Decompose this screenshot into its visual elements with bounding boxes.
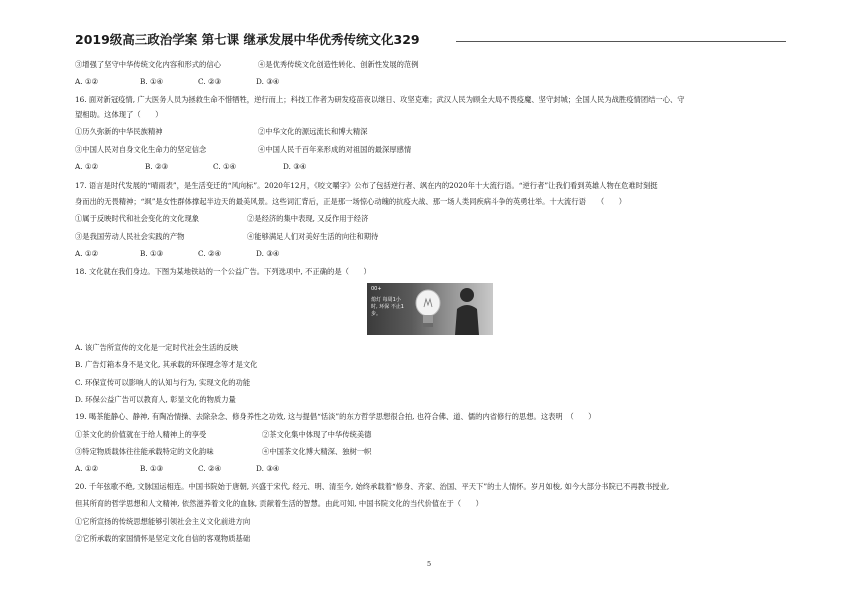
person-silhouette-icon — [451, 285, 483, 335]
q19-statement-4: ④中国茶文化博大精深、独树一帜 — [262, 447, 372, 456]
q20-statement-1: ①它所宣扬的传统思想能够引领社会主义文化前进方向 — [75, 517, 251, 526]
q19-option-b: B. ①③ — [140, 464, 164, 473]
header-rule — [456, 41, 786, 42]
q20-stem-line-2: 但其所育的哲学思想和人文精神, 依然滋养着文化的血脉, 贡献着生活的智慧。由此可知, 中国书院文化的当代价值在于（ ） — [75, 499, 483, 508]
q17-option-d: D. ③④ — [256, 249, 280, 258]
q15-option-c: C. ②③ — [198, 77, 222, 86]
ad-slogan: 熄灯 每周1小时, 环保 不止1步。 — [371, 297, 404, 317]
q17-statement-4: ④能够满足人们对美好生活的向往和期待 — [247, 232, 379, 241]
q15-statement-3: ③增强了坚守中华传统文化内容和形式的信心 — [75, 60, 221, 69]
q16-option-b: B. ②③ — [145, 162, 169, 171]
q19-option-d: D. ③④ — [256, 464, 280, 473]
q18-stem: 18. 文化就在我们身边。下图为某地铁站的一个公益广告。下列选项中, 不正确的是（ ） — [75, 267, 371, 276]
q16-option-c: C. ①④ — [213, 162, 237, 171]
light-bulb-icon — [411, 287, 445, 331]
q15-option-b: B. ①④ — [140, 77, 164, 86]
q17-stem-line-1: 17. 语言是时代发展的“晴雨表”，是生活变迁的“风向标”。2020年12月，《咬文嚼字》公布了包括逆行者、飒在内的2020年十大流行语。“逆行者”让我们看到英雄人物在危难时刻挺 — [75, 181, 658, 190]
q18-option-c: C. 环保宣传可以影响人的认知与行为, 实现文化的功能 — [75, 378, 251, 387]
q19-statement-2: ②茶文化集中体现了中华传统美德 — [262, 430, 372, 439]
q17-statement-2: ②是经济的集中表现, 又反作用于经济 — [247, 214, 369, 223]
page-number: 5 — [427, 560, 432, 568]
q17-option-c: C. ②④ — [198, 249, 222, 258]
q15-statement-4: ④是优秀传统文化创造性转化、创新性发展的范例 — [258, 60, 419, 69]
q17-statement-3: ③是我国劳动人民社会实践的产物 — [75, 232, 185, 241]
q17-stem-line-2: 身而出的无畏精神；“飒”是女性群体撑起半边天的最美风景。这些词汇背后，正是那一场惊心动魄的抗疫大战、那一场人类同疾病斗争的英勇壮举。十大流行语 （ ） — [75, 197, 627, 206]
q19-stem: 19. 喝茶能静心、静神, 有陶冶情操、去除杂念、修身养性之功效, 这与提倡“恬淡”的东方哲学思想很合拍, 也符合佛、道、儒的内省修行的思想。这表明 （ ） — [75, 412, 596, 421]
q20-statement-2: ②它所承载的家国情怀是坚定文化自信的客观物质基础 — [75, 534, 251, 543]
q16-stem-line-1: 16. 面对新冠疫情, 广大医务人员为拯救生命不惜牺牲，逆行而上；科技工作者为研发疫苗夜以继日、攻坚克难；武汉人民为顾全大局不畏疫魔、坚守封城；全国人民为战胜疫情团结一心、守 — [75, 95, 685, 104]
q20-stem-line-1: 20. 千年弦歌不绝, 文脉国运相连。中国书院始于唐朝, 兴盛于宋代, 经元、明、清至今, 始终承载着“修身、齐家、治国、平天下”的士人情怀。岁月如梭, 如今大部分书院已不再教书授业, — [75, 482, 670, 491]
q19-option-c: C. ②④ — [198, 464, 222, 473]
q16-option-d: D. ③④ — [283, 162, 307, 171]
q15-option-a: A. ①② — [75, 77, 98, 86]
q18-option-d: D. 环保公益广告可以教育人, 彰显文化的物质力量 — [75, 395, 236, 404]
q19-statement-3: ③特定物质载体往往能承载特定的文化韵味 — [75, 447, 214, 456]
q19-statement-1: ①茶文化的价值就在于给人精神上的享受 — [75, 430, 207, 439]
q16-statement-2: ②中华文化的源远流长和博大精深 — [258, 127, 368, 136]
q18-option-a: A. 该广告所宣传的文化是一定时代社会生活的反映 — [75, 343, 239, 352]
ad-logo: 00+ — [371, 286, 382, 292]
q19-option-a: A. ①② — [75, 464, 98, 473]
page-header-title: 2019级高三政治学案 第七课 继承发展中华优秀传统文化329 — [75, 32, 420, 47]
q16-statement-3: ③中国人民对自身文化生命力的坚定信念 — [75, 145, 207, 154]
q17-option-a: A. ①② — [75, 249, 98, 258]
q16-statement-4: ④中国人民千百年来形成的对祖国的最深厚感情 — [258, 145, 412, 154]
q18-option-b: B. 广告灯箱本身不是文化, 其承载的环保理念等才是文化 — [75, 360, 258, 369]
q17-option-b: B. ①③ — [140, 249, 164, 258]
q16-stem-line-2: 望相助。这体现了（ ） — [75, 110, 163, 119]
q16-option-a: A. ①② — [75, 162, 98, 171]
subway-ad-image — [367, 283, 493, 335]
q15-option-d: D. ③④ — [256, 77, 280, 86]
q16-statement-1: ①历久弥新的中华民族精神 — [75, 127, 163, 136]
q17-statement-1: ①属于反映时代和社会变化的文化现象 — [75, 214, 200, 223]
